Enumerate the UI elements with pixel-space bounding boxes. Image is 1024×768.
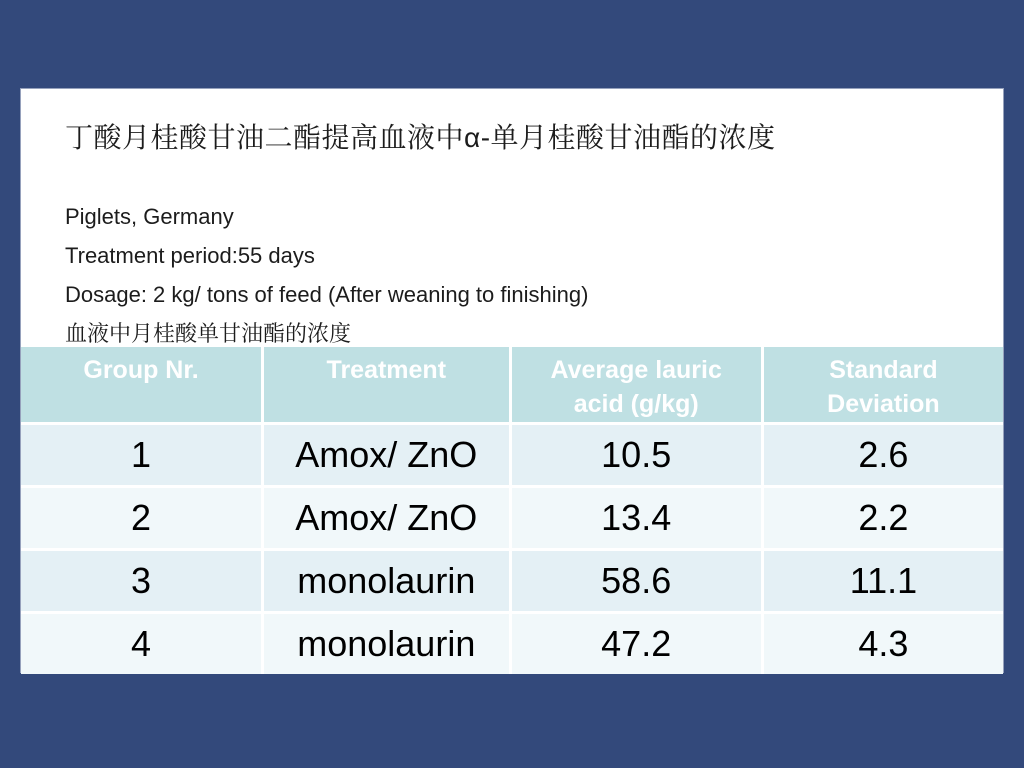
slide-title: 丁酸月桂酸甘油二酯提高血液中α-单月桂酸甘油酯的浓度 bbox=[65, 122, 776, 153]
info-line-dosage: Dosage: 2 kg/ tons of feed (After weaning to finishing) bbox=[65, 282, 589, 307]
column-header-group-nr: Group Nr. bbox=[21, 347, 263, 423]
table-cell-std-deviation: 4.3 bbox=[762, 612, 1003, 674]
table-cell-std-deviation: 2.6 bbox=[762, 423, 1003, 486]
table-row bbox=[21, 486, 1003, 549]
table-cell-group: 3 bbox=[21, 549, 263, 612]
content-panel bbox=[20, 88, 1004, 673]
results-table bbox=[21, 347, 1003, 674]
table-cell-treatment: Amox/ ZnO bbox=[263, 423, 510, 486]
table-cell-std-deviation: 2.2 bbox=[762, 486, 1003, 549]
table-cell-std-deviation: 11.1 bbox=[762, 549, 1003, 612]
results-table-container bbox=[21, 347, 1003, 674]
table-row bbox=[21, 549, 1003, 612]
info-line-treatment-period: Treatment period:55 days bbox=[65, 243, 315, 268]
table-cell-group: 4 bbox=[21, 612, 263, 674]
column-header-standard-deviation: Standard Deviation bbox=[762, 347, 1003, 423]
study-info-block bbox=[65, 197, 588, 353]
table-cell-group: 1 bbox=[21, 423, 263, 486]
table-cell-treatment: monolaurin bbox=[263, 612, 510, 674]
table-cell-treatment: monolaurin bbox=[263, 549, 510, 612]
table-header-row bbox=[21, 347, 1003, 423]
info-line-subject: Piglets, Germany bbox=[65, 204, 234, 229]
table-cell-lauric-acid: 58.6 bbox=[510, 549, 762, 612]
table-cell-group: 2 bbox=[21, 486, 263, 549]
column-header-treatment: Treatment bbox=[263, 347, 510, 423]
table-cell-lauric-acid: 47.2 bbox=[510, 612, 762, 674]
table-cell-treatment: Amox/ ZnO bbox=[263, 486, 510, 549]
table-cell-lauric-acid: 10.5 bbox=[510, 423, 762, 486]
table-row bbox=[21, 423, 1003, 486]
table-cell-lauric-acid: 13.4 bbox=[510, 486, 762, 549]
info-line-measurement: 血液中月桂酸单甘油酯的浓度 bbox=[65, 321, 352, 346]
table-row bbox=[21, 612, 1003, 674]
column-header-average-lauric-acid: Average lauric acid (g/kg) bbox=[510, 347, 762, 423]
